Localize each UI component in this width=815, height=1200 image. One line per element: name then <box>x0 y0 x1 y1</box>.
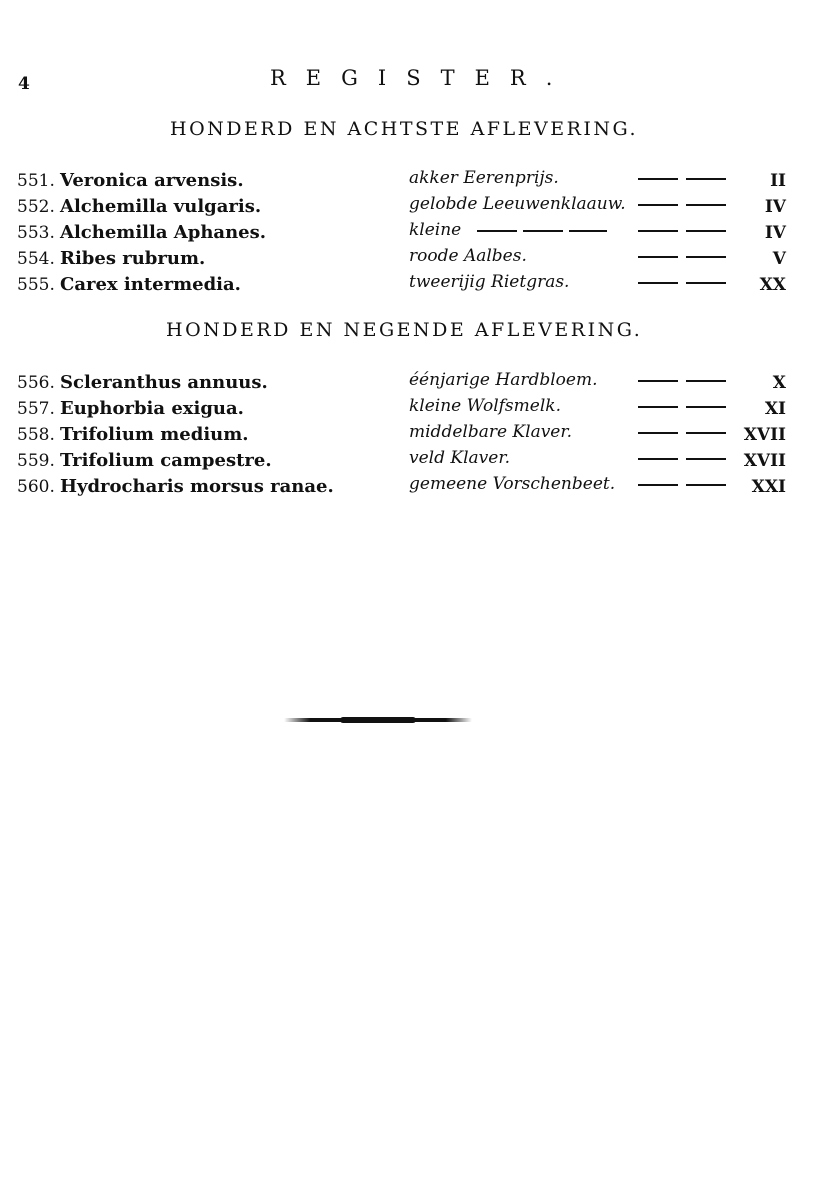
closing-rule <box>284 718 472 722</box>
latin-name: Ribes rubrum. <box>60 248 206 269</box>
plate-numeral: X <box>772 373 786 393</box>
entry-number: 560. <box>17 477 55 497</box>
register-entry <box>0 370 815 396</box>
plate-numeral: XVII <box>743 451 786 471</box>
dutch-name: gelobde Leeuwenklaauw. <box>409 194 626 214</box>
dutch-name-with-ditto <box>409 220 607 240</box>
latin-name: Alchemilla Aphanes. <box>60 222 267 243</box>
page-number: 4 <box>18 74 30 94</box>
dutch-name: tweerijig Rietgras. <box>409 272 570 292</box>
register-entry <box>0 194 815 220</box>
dutch-name: middelbare Klaver. <box>409 422 573 442</box>
plate-numeral: II <box>770 171 786 191</box>
register-entry <box>0 220 815 246</box>
register-entry <box>0 422 815 448</box>
dash-separator <box>638 432 726 436</box>
register-entry <box>0 272 815 298</box>
dutch-name: gemeene Vorschenbeet. <box>409 474 616 494</box>
latin-name: Scleranthus annuus. <box>60 372 268 393</box>
plate-numeral: V <box>772 249 786 269</box>
latin-name: Euphorbia exigua. <box>60 398 244 419</box>
entry-number: 557. <box>17 399 55 419</box>
latin-name: Trifolium campestre. <box>60 450 272 471</box>
dutch-name: kleine <box>409 220 462 240</box>
plate-numeral: IV <box>764 197 786 217</box>
dash-separator <box>638 256 726 260</box>
plate-numeral: XX <box>759 275 786 295</box>
entry-number: 551. <box>17 171 55 191</box>
register-entry <box>0 448 815 474</box>
entry-number: 553. <box>17 223 55 243</box>
running-title: REGISTER. <box>270 66 573 90</box>
ditto-dashes <box>477 230 607 232</box>
section-heading: HONDERD EN NEGENDE AFLEVERING. <box>166 319 643 341</box>
register-entry <box>0 396 815 422</box>
entry-number: 559. <box>17 451 55 471</box>
dutch-name: éénjarige Hardbloem. <box>409 370 598 390</box>
dash-separator <box>638 230 726 234</box>
dash-separator <box>638 484 726 488</box>
entry-number: 556. <box>17 373 55 393</box>
dash-separator <box>638 178 726 182</box>
dutch-name: veld Klaver. <box>409 448 510 468</box>
dutch-name: akker Eerenprijs. <box>409 168 559 188</box>
latin-name: Trifolium medium. <box>60 424 249 445</box>
dash-separator <box>638 380 726 384</box>
register-entry <box>0 474 815 500</box>
plate-numeral: IV <box>764 223 786 243</box>
plate-numeral: XVII <box>743 425 786 445</box>
dutch-name: roode Aalbes. <box>409 246 527 266</box>
entry-number: 554. <box>17 249 55 269</box>
entry-list <box>0 168 815 298</box>
entry-number: 552. <box>17 197 55 217</box>
dash-separator <box>638 406 726 410</box>
dutch-name: kleine Wolfsmelk. <box>409 396 561 416</box>
dash-separator <box>638 204 726 208</box>
plate-numeral: XI <box>764 399 786 419</box>
dash-separator <box>638 458 726 462</box>
latin-name: Veronica arvensis. <box>60 170 244 191</box>
register-entry <box>0 168 815 194</box>
entry-list <box>0 370 815 500</box>
register-entry <box>0 246 815 272</box>
entry-number: 558. <box>17 425 55 445</box>
dash-separator <box>638 282 726 286</box>
latin-name: Carex intermedia. <box>60 274 241 295</box>
latin-name: Hydrocharis morsus ranae. <box>60 476 334 497</box>
entry-number: 555. <box>17 275 55 295</box>
plate-numeral: XXI <box>751 477 786 497</box>
latin-name: Alchemilla vulgaris. <box>60 196 262 217</box>
section-heading: HONDERD EN ACHTSTE AFLEVERING. <box>170 118 639 140</box>
